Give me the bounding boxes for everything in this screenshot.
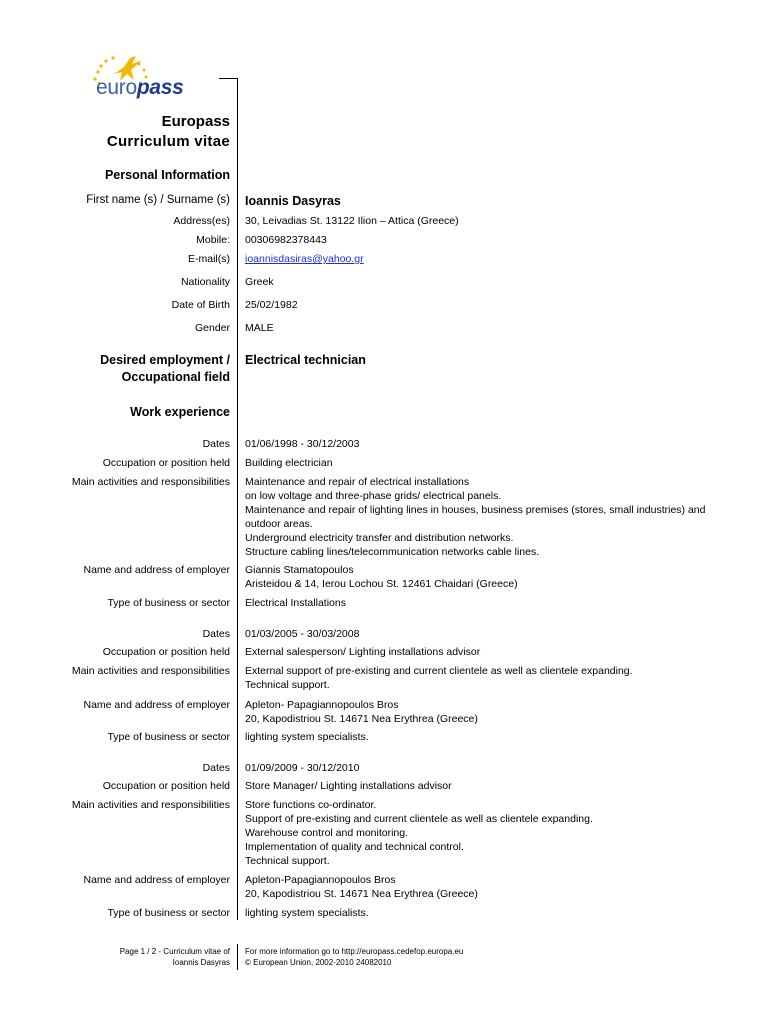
job1-employer <box>245 563 518 591</box>
work-experience-heading: Work experience <box>130 405 230 419</box>
divider-top-tick <box>219 78 237 79</box>
job1-activity-line: Structure cabling lines/telecommunication networks cable lines. <box>245 546 540 558</box>
job1-activity-line: outdoor areas. <box>245 518 313 530</box>
job1-activity-line: Maintenance and repair of lighting lines in houses, business premises (stores, small industries) and <box>245 504 706 516</box>
mobile-label: Mobile: <box>196 234 230 246</box>
job3-dates: 01/09/2009 - 30/12/2010 <box>245 762 360 774</box>
occupational-field-label: Occupational field <box>121 370 230 384</box>
job2-employer-address: 20, Kapodistriou St. 14671 Nea Erythrea (Greece) <box>245 713 478 725</box>
job1-employer-name: Giannis Stamatopoulos <box>245 564 354 576</box>
job3-employer-name: Apleton-Papagiannopoulos Bros <box>245 874 396 886</box>
job1-employer-label: Name and address of employer <box>83 564 230 576</box>
job2-employer-name: Apleton- Papagiannopoulos Bros <box>245 699 399 711</box>
mobile-value: 00306982378443 <box>245 234 327 246</box>
job3-activity-line: Implementation of quality and technical control. <box>245 841 464 853</box>
gender-label: Gender <box>194 322 230 334</box>
job2-activity-line: Technical support. <box>245 679 330 691</box>
job3-activities-label: Main activities and responsibilities <box>71 799 230 811</box>
address-label: Address(es) <box>173 215 230 227</box>
footer-copyright: © European Union, 2002-2010 24082010 <box>245 958 392 967</box>
job3-business-label: Type of business or sector <box>107 907 230 919</box>
dob-label: Date of Birth <box>171 299 230 311</box>
footer-divider <box>237 944 238 970</box>
job2-activities <box>245 664 633 692</box>
job3-activity-line: Support of pre-existing and current clientele as well as clientele expanding. <box>245 813 593 825</box>
job3-activity-line: Technical support. <box>245 855 330 867</box>
cv-title-curriculum-vitae: Curriculum vitae <box>106 133 230 150</box>
email-link[interactable]: ioannisdasiras@yahoo.gr <box>245 253 364 265</box>
footer-more-info: For more information go to http://europass.cedefop.europa.eu <box>245 947 464 956</box>
job2-occupation-label: Occupation or position held <box>102 646 230 658</box>
job3-occupation: Store Manager/ Lighting installations advisor <box>245 780 452 792</box>
job3-activity-line: Store functions co-ordinator. <box>245 799 377 811</box>
job1-activities-label: Main activities and responsibilities <box>71 476 230 488</box>
job1-business-label: Type of business or sector <box>107 597 230 609</box>
job2-business: lighting system specialists. <box>245 731 369 743</box>
desired-employment-value: Electrical technician <box>245 353 366 367</box>
address-value: 30, Leivadias St. 13122 Ilion – Attica (Greece) <box>245 215 459 227</box>
job2-dates: 01/03/2005 - 30/03/2008 <box>245 628 360 640</box>
desired-employment-label: Desired employment / <box>100 353 230 367</box>
job2-business-label: Type of business or sector <box>107 731 230 743</box>
job3-activities <box>245 798 593 868</box>
europass-logo <box>84 50 184 102</box>
dob-value: 25/02/1982 <box>245 299 298 311</box>
job1-dates: 01/06/1998 - 30/12/2003 <box>245 438 360 450</box>
job3-activity-line: Warehouse control and monitoring. <box>245 827 409 839</box>
job1-employer-address: Aristeidou & 14, Ierou Lochou St. 12461 Chaidari (Greece) <box>245 578 518 590</box>
footer-name: Ioannis Dasyras <box>172 958 230 967</box>
job3-employer-address: 20, Kapodistriou St. 14671 Nea Erythrea (Greece) <box>245 888 478 900</box>
job2-employer-label: Name and address of employer <box>83 699 230 711</box>
job3-employer-label: Name and address of employer <box>83 874 230 886</box>
job1-occupation: Building electrician <box>245 457 333 469</box>
job2-activity-line: External support of pre-existing and current clientele as well as clientele expanding. <box>245 665 633 677</box>
email-label: E-mail(s) <box>188 253 230 265</box>
job1-activity-line: on low voltage and three-phase grids/ electrical panels. <box>245 490 502 502</box>
nationality-label: Nationality <box>180 276 230 288</box>
europass-wordmark: europass <box>96 76 184 99</box>
column-divider <box>237 78 238 920</box>
nationality-value: Greek <box>245 276 274 288</box>
name-value: Ioannis Dasyras <box>245 194 341 208</box>
footer-page-info: Page 1 / 2 - Curriculum vitae of <box>119 947 230 956</box>
job3-employer <box>245 873 478 901</box>
job1-activity-line: Maintenance and repair of electrical installations <box>245 476 470 488</box>
job1-activities <box>245 475 705 559</box>
job1-business: Electrical Installations <box>245 597 346 609</box>
job1-occupation-label: Occupation or position held <box>102 457 230 469</box>
job2-employer <box>245 698 478 726</box>
job1-activity-line: Underground electricity transfer and distribution networks. <box>245 532 514 544</box>
job3-dates-label: Dates <box>202 762 230 774</box>
cv-title-europass: Europass <box>161 113 230 130</box>
name-label: First name (s) / Surname (s) <box>86 194 230 206</box>
job2-activities-label: Main activities and responsibilities <box>71 665 230 677</box>
gender-value: MALE <box>245 322 274 334</box>
job2-dates-label: Dates <box>202 628 230 640</box>
job2-occupation: External salesperson/ Lighting installations advisor <box>245 646 481 658</box>
job1-dates-label: Dates <box>202 438 230 450</box>
job3-business: lighting system specialists. <box>245 907 369 919</box>
personal-information-heading: Personal Information <box>104 168 230 182</box>
job3-occupation-label: Occupation or position held <box>102 780 230 792</box>
